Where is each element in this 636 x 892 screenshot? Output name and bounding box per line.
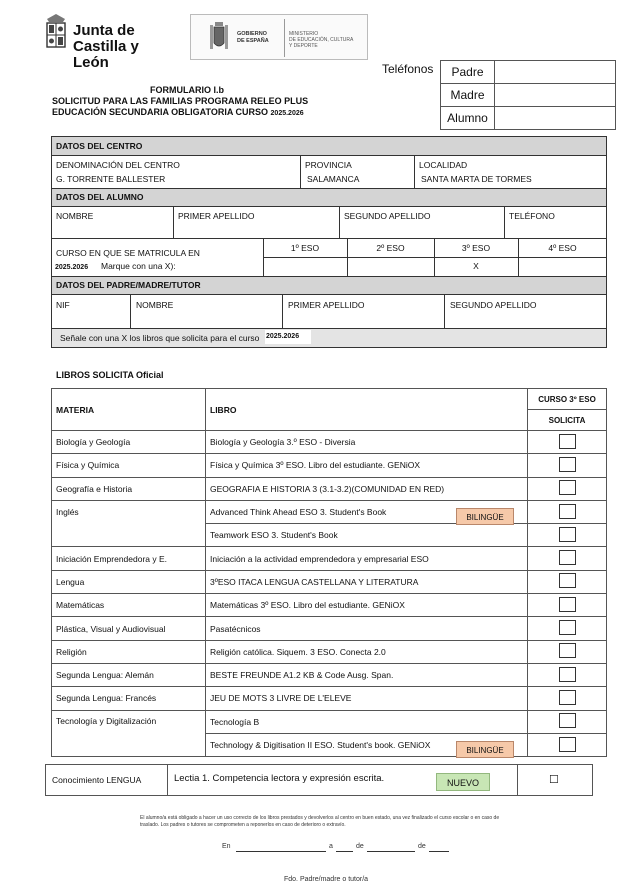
- curso-1eso-mark[interactable]: [263, 262, 347, 274]
- materia-cell: Inglés: [52, 500, 206, 547]
- solicita-cell: [528, 710, 607, 733]
- curso-4eso: 4º ESO: [548, 243, 577, 253]
- libro-cell: GEOGRAFIA E HISTORIA 3 (3.1-3.2)(COMUNIDAD EN RED): [206, 477, 528, 500]
- curso-1eso: 1º ESO: [290, 243, 320, 253]
- solicita-cell: [528, 524, 607, 547]
- solicita-checkbox[interactable]: [559, 690, 576, 705]
- solicita-cell: [528, 640, 607, 663]
- provincia-value[interactable]: SALAMANCA: [307, 174, 360, 184]
- solicita-cell: [528, 594, 607, 617]
- alumno-nombre-label[interactable]: NOMBRE: [56, 211, 94, 221]
- year-field[interactable]: [429, 851, 449, 852]
- table-row: [52, 640, 607, 663]
- materia-cell: Matemáticas: [52, 594, 206, 617]
- curso-year: 2025.2026: [55, 264, 89, 271]
- table-row: [52, 687, 607, 710]
- materia-cell: Plástica, Visual y Audiovisual: [52, 617, 206, 640]
- phone-label: Madre: [441, 84, 495, 107]
- signature-place-line: [222, 843, 442, 855]
- libros-header-row: [52, 389, 607, 410]
- solicita-checkbox[interactable]: [559, 504, 576, 519]
- de-label-2: de: [418, 843, 426, 850]
- nuevo-badge: NUEVO: [436, 773, 490, 791]
- ministry-line3: Y DEPORTE: [289, 43, 318, 49]
- table-row: [52, 431, 607, 454]
- phone-label: Padre: [441, 61, 495, 84]
- curso-label: CURSO EN QUE SE MATRICULA EN: [56, 248, 200, 258]
- government-logo: [190, 14, 368, 60]
- col-curso: CURSO 3º ESO: [528, 389, 607, 410]
- table-row: [52, 710, 607, 733]
- libro-cell: Technology & Digitisation II ESO. Student's book. GENiOX: [206, 733, 528, 756]
- footer-note: El alumno/a está obligado a hacer un uso correcto de los libros prestados y devolverlos al centro en buen estado, una vez finalizado el curso escolar o en caso de traslado. Los padres o tutores se comprometen a reponerlos en caso de deterioro o extravío.: [140, 815, 500, 828]
- padre-nombre-label[interactable]: NOMBRE: [136, 300, 174, 310]
- extra-materia: Conocimiento LENGUA: [52, 775, 142, 785]
- solicita-checkbox[interactable]: [559, 643, 576, 658]
- form-title-line3: EDUCACIÓN SECUNDARIA OBLIGATORIA CURSO: [52, 107, 269, 117]
- solicita-checkbox[interactable]: [559, 550, 576, 565]
- solicita-cell: [528, 500, 607, 523]
- padre-nif-label[interactable]: NIF: [56, 300, 70, 310]
- curso-2eso-mark[interactable]: [347, 262, 434, 274]
- a-label: a: [329, 843, 333, 850]
- bilingue-badge: BILINGÜE: [456, 741, 514, 758]
- libro-cell: Biología y Geología 3.º ESO - Diversia: [206, 431, 528, 454]
- solicita-checkbox[interactable]: [559, 434, 576, 449]
- extra-libro: Lectia 1. Competencia lectora y expresión escrita.: [174, 773, 385, 784]
- libros-title: LIBROS SOLICITA Oficial: [56, 370, 164, 380]
- phones-label: Teléfonos: [382, 62, 434, 76]
- solicita-cell: [528, 431, 607, 454]
- table-row: [52, 663, 607, 686]
- phones-table: [440, 60, 616, 130]
- solicita-cell: [528, 663, 607, 686]
- phone-input[interactable]: [495, 61, 616, 84]
- gov-line1: GOBIERNO: [237, 31, 267, 37]
- de-label-1: de: [356, 843, 364, 850]
- solicita-cell: [528, 547, 607, 570]
- materia-cell: Religión: [52, 640, 206, 663]
- city-field[interactable]: [236, 851, 326, 852]
- libro-cell: JEU DE MOTS 3 LIVRE DE L'ELEVE: [206, 687, 528, 710]
- alumno-telefono-label[interactable]: TELÉFONO: [509, 211, 555, 221]
- table-row: [52, 547, 607, 570]
- col-solicita: SOLICITA: [528, 410, 607, 431]
- logo-divider: [284, 19, 285, 57]
- solicita-checkbox[interactable]: [559, 620, 576, 635]
- table-row: [52, 594, 607, 617]
- materia-cell: Tecnología y Digitalización: [52, 710, 206, 757]
- solicita-checkbox[interactable]: [559, 667, 576, 682]
- alumno-header: DATOS DEL ALUMNO: [52, 189, 606, 206]
- phone-row-alumno: [441, 107, 616, 130]
- table-row: [52, 570, 607, 593]
- solicita-cell: [528, 687, 607, 710]
- solicita-checkbox[interactable]: [559, 737, 576, 752]
- phone-row-madre: [441, 84, 616, 107]
- libro-cell: Física y Química 3º ESO. Libro del estudiante. GENiOX: [206, 454, 528, 477]
- materia-cell: Biología y Geología: [52, 431, 206, 454]
- col-materia: MATERIA: [52, 389, 206, 431]
- libro-cell: BESTE FREUNDE A1.2 KB & Code Ausg. Span.: [206, 663, 528, 686]
- alumno-segundo-apellido-label[interactable]: SEGUNDO APELLIDO: [344, 211, 431, 221]
- jcyl-name-line2: Castilla y León: [73, 38, 139, 71]
- bilingue-badge: BILINGÜE: [456, 508, 514, 525]
- ministry-line1: MINISTERIO: [289, 31, 319, 37]
- curso-4eso-mark[interactable]: [518, 262, 607, 274]
- solicita-checkbox[interactable]: [559, 527, 576, 542]
- ministry-line2: DE EDUCACIÓN, CULTURA: [289, 37, 354, 43]
- phone-input[interactable]: [495, 84, 616, 107]
- solicita-checkbox[interactable]: [559, 457, 576, 472]
- form-title-year: 2025.2026: [270, 110, 304, 117]
- en-label: En: [222, 843, 231, 850]
- libro-cell: 3ºESO ITACA LENGUA CASTELLANA Y LITERATURA: [206, 570, 528, 593]
- signature-label: Fdo. Padre/madre o tutor/a: [284, 876, 369, 883]
- senale-text: Señale con una X los libros que solicita para el curso: [60, 334, 260, 343]
- table-row: [52, 500, 607, 523]
- extra-checkbox[interactable]: ☐: [549, 774, 559, 786]
- materia-cell: Geografía e Historia: [52, 477, 206, 500]
- table-row: [52, 477, 607, 500]
- solicita-checkbox[interactable]: [559, 480, 576, 495]
- solicita-checkbox[interactable]: [559, 573, 576, 588]
- solicita-checkbox[interactable]: [559, 597, 576, 612]
- libro-cell: Religión católica. Siquem. 3 ESO. Conecta 2.0: [206, 640, 528, 663]
- table-row: [52, 617, 607, 640]
- curso-2eso: 2º ESO: [376, 243, 405, 253]
- phone-input[interactable]: [495, 107, 616, 130]
- phone-label: Alumno: [441, 107, 495, 130]
- alumno-primer-apellido-label[interactable]: PRIMER APELLIDO: [178, 211, 255, 221]
- padre-primer-apellido-label[interactable]: PRIMER APELLIDO: [288, 300, 365, 310]
- senale-year: 2025.2026: [265, 330, 311, 344]
- solicita-checkbox[interactable]: [559, 713, 576, 728]
- denominacion-value[interactable]: G. TORRENTE BALLESTER: [56, 174, 166, 184]
- localidad-value[interactable]: SANTA MARTA DE TORMES: [421, 174, 532, 184]
- libro-cell: Tecnología B: [206, 710, 528, 733]
- form-title-line1: FORMULARIO I.b: [150, 85, 224, 95]
- centro-header: DATOS DEL CENTRO: [52, 137, 606, 155]
- libro-cell: Iniciación a la actividad emprendedora y empresarial ESO: [206, 547, 528, 570]
- materia-cell: Física y Química: [52, 454, 206, 477]
- jcyl-logo: [42, 11, 174, 71]
- libro-cell: Teamwork ESO 3. Student's Book: [206, 524, 528, 547]
- materia-cell: Segunda Lengua: Alemán: [52, 663, 206, 686]
- table-row: [52, 454, 607, 477]
- materia-cell: Segunda Lengua: Francés: [52, 687, 206, 710]
- solicita-cell: [528, 454, 607, 477]
- curso-3eso: 3º ESO: [461, 243, 491, 253]
- spain-coat-of-arms-icon: [209, 21, 229, 53]
- libro-cell: Advanced Think Ahead ESO 3. Student's Book: [206, 500, 528, 523]
- gov-line2: DE ESPAÑA: [237, 37, 269, 44]
- solicita-cell: [528, 617, 607, 640]
- provincia-label: PROVINCIA: [305, 160, 352, 170]
- solicita-cell: [528, 733, 607, 756]
- materia-cell: Iniciación Emprendedora y E.: [52, 547, 206, 570]
- padre-header: DATOS DEL PADRE/MADRE/TUTOR: [52, 277, 606, 294]
- solicita-cell: [528, 477, 607, 500]
- jcyl-name-line1: Junta de: [73, 22, 135, 39]
- libro-cell: Pasatécnicos: [206, 617, 528, 640]
- solicita-cell: [528, 570, 607, 593]
- jcyl-crest-icon: [44, 13, 68, 57]
- libro-cell: Matemáticas 3º ESO. Libro del estudiante. GENiOX: [206, 594, 528, 617]
- phone-row-padre: [441, 61, 616, 84]
- marque-label: Marque con una X):: [101, 261, 176, 271]
- month-field[interactable]: [367, 851, 415, 852]
- curso-3eso-mark[interactable]: X: [473, 261, 479, 271]
- localidad-label: LOCALIDAD: [419, 160, 468, 170]
- day-field[interactable]: [336, 851, 353, 852]
- libros-table: [51, 388, 607, 757]
- col-libro: LIBRO: [206, 389, 528, 431]
- denominacion-label: DENOMINACIÓN DEL CENTRO: [56, 160, 180, 170]
- materia-cell: Lengua: [52, 570, 206, 593]
- extra-row: [45, 764, 593, 796]
- form-title-line2: SOLICITUD PARA LAS FAMILIAS PROGRAMA RELEO PLUS: [52, 96, 309, 106]
- padre-segundo-apellido-label[interactable]: SEGUNDO APELLIDO: [450, 300, 537, 310]
